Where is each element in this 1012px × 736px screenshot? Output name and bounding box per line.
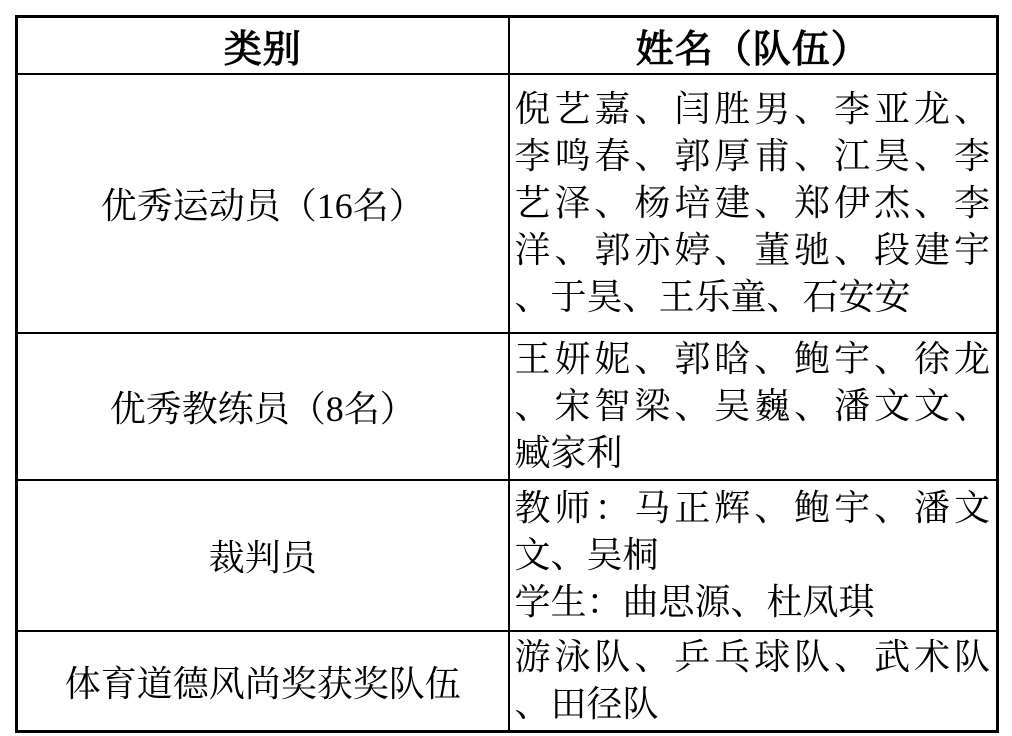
names-line: 洋、郭亦婷、董驰、段建宇 [514, 230, 990, 270]
award-table [15, 15, 999, 733]
table-row-referees [17, 480, 998, 631]
names-cell [509, 631, 998, 732]
header-cell-names: 姓名（队伍） [509, 17, 998, 75]
names-line: 艺泽、杨培建、郑伊杰、李 [514, 183, 990, 223]
table-row-coaches [17, 333, 998, 480]
names-line: 李鸣春、郭厚甫、江昊、李 [514, 136, 990, 176]
names-line: 倪艺嘉、闫胜男、李亚龙、 [514, 89, 990, 129]
names-line: 学生：曲思源、杜凤琪 [514, 582, 875, 622]
names-line: 游泳队、乒乓球队、武术队 [514, 637, 990, 677]
header-cell-category: 类别 [17, 17, 509, 75]
category-cell: 优秀教练员（8名） [17, 333, 509, 480]
names-line: 、于昊、王乐童、石安安 [514, 277, 911, 317]
names-line: 教师：马正辉、鲍宇、潘文 [514, 488, 990, 528]
header-row [17, 17, 998, 75]
category-cell: 体育道德风尚奖获奖队伍 [17, 631, 509, 732]
names-cell [509, 74, 998, 333]
names-cell [509, 480, 998, 631]
table-row-athletes [17, 74, 998, 333]
names-line: 王妍妮、郭晗、鲍宇、徐龙 [514, 339, 990, 379]
names-line: 、田径队 [514, 684, 659, 724]
category-cell: 裁判员 [17, 480, 509, 631]
names-cell [509, 333, 998, 480]
names-line: 臧家利 [514, 433, 623, 473]
names-line: 文、吴桐 [514, 535, 659, 575]
table-row-sportsmanship-teams [17, 631, 998, 732]
category-cell: 优秀运动员（16名） [17, 74, 509, 333]
names-line: 、宋智梁、吴巍、潘文文、 [514, 386, 990, 426]
